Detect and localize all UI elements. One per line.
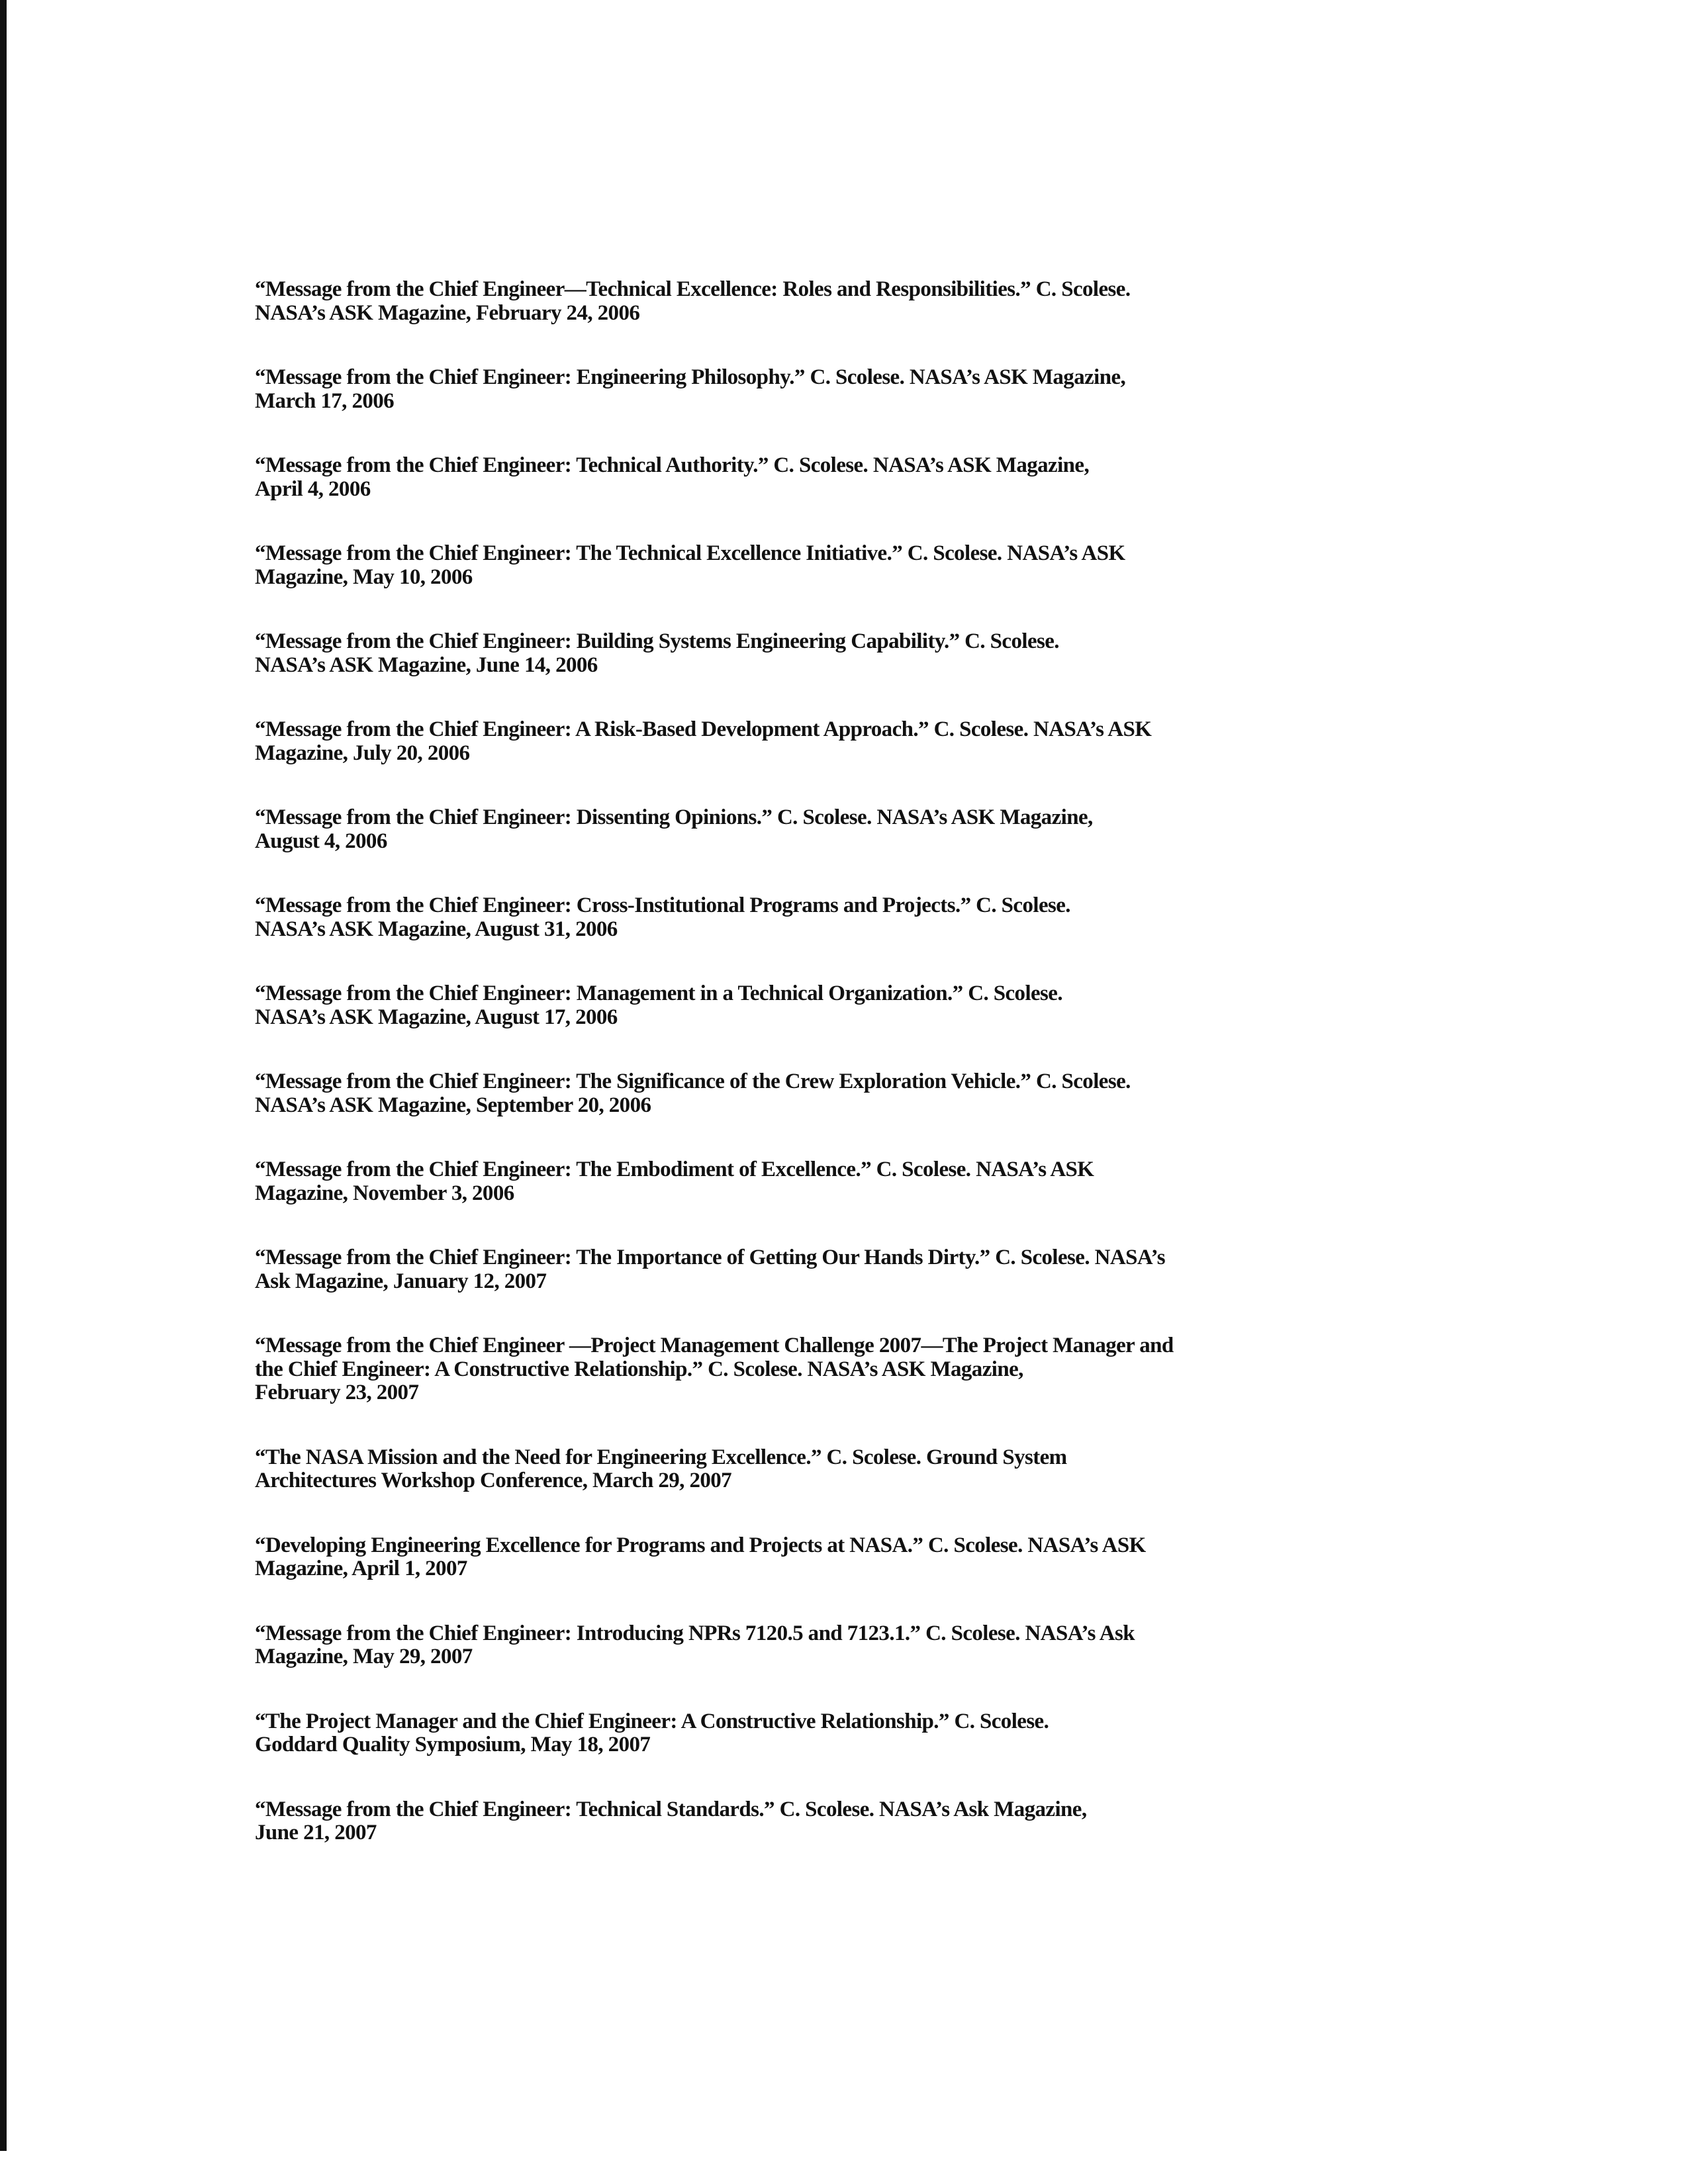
publication-entry (255, 630, 1446, 677)
citation-line: “The NASA Mission and the Need for Engineering Excellence.” C. Scolese. Ground System (255, 1445, 1067, 1469)
publication-entry (255, 1710, 1446, 1757)
citation-line: August 4, 2006 (255, 829, 387, 853)
citation-line: “Message from the Chief Engineer: The Technical Excellence Initiative.” C. Scolese. NASA’s ASK (255, 541, 1125, 565)
citation-line: Magazine, May 29, 2007 (255, 1645, 473, 1668)
citation-line: April 4, 2006 (255, 477, 371, 501)
citation-line: the Chief Engineer: A Constructive Relationship.” C. Scolese. NASA’s ASK Magazine, (255, 1357, 1023, 1381)
citation-line: “Message from the Chief Engineer: Engineering Philosophy.” C. Scolese. NASA’s ASK Magazine, (255, 365, 1126, 389)
citation-line: “Message from the Chief Engineer: Dissenting Opinions.” C. Scolese. NASA’s ASK Magazine, (255, 805, 1093, 829)
citation-line: “Developing Engineering Excellence for Programs and Projects at NASA.” C. Scolese. NASA’s ASK (255, 1533, 1146, 1557)
citation-line: NASA’s ASK Magazine, August 17, 2006 (255, 1005, 618, 1029)
publication-entry (255, 454, 1446, 501)
citation-line: “Message from the Chief Engineer: Cross-Institutional Programs and Projects.” C. Scolese. (255, 893, 1070, 917)
citation-line: “Message from the Chief Engineer: Technical Standards.” C. Scolese. NASA’s Ask Magazine, (255, 1797, 1087, 1821)
publication-entry (255, 542, 1446, 589)
citation-line: “The Project Manager and the Chief Engineer: A Constructive Relationship.” C. Scolese. (255, 1709, 1049, 1733)
citation-line: Architectures Workshop Conference, March 29, 2007 (255, 1469, 732, 1492)
citation-line: June 21, 2007 (255, 1821, 377, 1844)
citation-line: NASA’s ASK Magazine, February 24, 2006 (255, 300, 640, 325)
publication-entry (255, 1334, 1446, 1405)
citation-line: Magazine, May 10, 2006 (255, 565, 473, 589)
publication-entry (255, 982, 1446, 1029)
publication-entry (255, 366, 1446, 413)
publication-entry (255, 806, 1446, 853)
publication-entry (255, 1798, 1446, 1845)
citation-line: “Message from the Chief Engineer: Technical Authority.” C. Scolese. NASA’s ASK Magazine, (255, 453, 1090, 477)
citation-line: “Message from the Chief Engineer: Building Systems Engineering Capability.” C. Scolese. (255, 629, 1059, 653)
citation-line: Ask Magazine, January 12, 2007 (255, 1269, 547, 1293)
citation-line: “Message from the Chief Engineer: A Risk-Based Development Approach.” C. Scolese. NASA’s ASK (255, 717, 1152, 741)
publication-list (255, 278, 1446, 1886)
citation-line: “Message from the Chief Engineer—Technical Excellence: Roles and Responsibilities.” C. Scolese. (255, 277, 1131, 301)
publication-entry (255, 1070, 1446, 1117)
citation-line: Magazine, November 3, 2006 (255, 1181, 514, 1205)
citation-line: Goddard Quality Symposium, May 18, 2007 (255, 1733, 651, 1756)
publication-entry (255, 894, 1446, 941)
citation-line: Magazine, April 1, 2007 (255, 1557, 467, 1580)
citation-line: Magazine, July 20, 2006 (255, 741, 470, 765)
citation-line: “Message from the Chief Engineer: The Importance of Getting Our Hands Dirty.” C. Scolese. NASA’s (255, 1246, 1166, 1269)
publication-entry (255, 1446, 1446, 1493)
publication-entry (255, 718, 1446, 765)
publication-entry (255, 1246, 1446, 1293)
citation-line: NASA’s ASK Magazine, August 31, 2006 (255, 917, 618, 941)
citation-line: “Message from the Chief Engineer —Project Management Challenge 2007—The Project Manager and (255, 1334, 1174, 1357)
citation-line: “Message from the Chief Engineer: Management in a Technical Organization.” C. Scolese. (255, 981, 1062, 1005)
citation-line: “Message from the Chief Engineer: The Significance of the Crew Exploration Vehicle.” C. Scolese. (255, 1069, 1131, 1093)
citation-line: “Message from the Chief Engineer: The Embodiment of Excellence.” C. Scolese. NASA’s ASK (255, 1158, 1094, 1181)
citation-line: March 17, 2006 (255, 388, 395, 413)
publication-entry (255, 1622, 1446, 1669)
citation-line: NASA’s ASK Magazine, June 14, 2006 (255, 653, 598, 677)
citation-line: February 23, 2007 (255, 1381, 419, 1404)
scan-edge-bar (0, 0, 7, 2151)
citation-line: “Message from the Chief Engineer: Introducing NPRs 7120.5 and 7123.1.” C. Scolese. NASA’s Ask (255, 1621, 1135, 1645)
publication-entry (255, 278, 1446, 325)
publication-entry (255, 1534, 1446, 1581)
citation-line: NASA’s ASK Magazine, September 20, 2006 (255, 1093, 651, 1117)
publication-entry (255, 1158, 1446, 1205)
